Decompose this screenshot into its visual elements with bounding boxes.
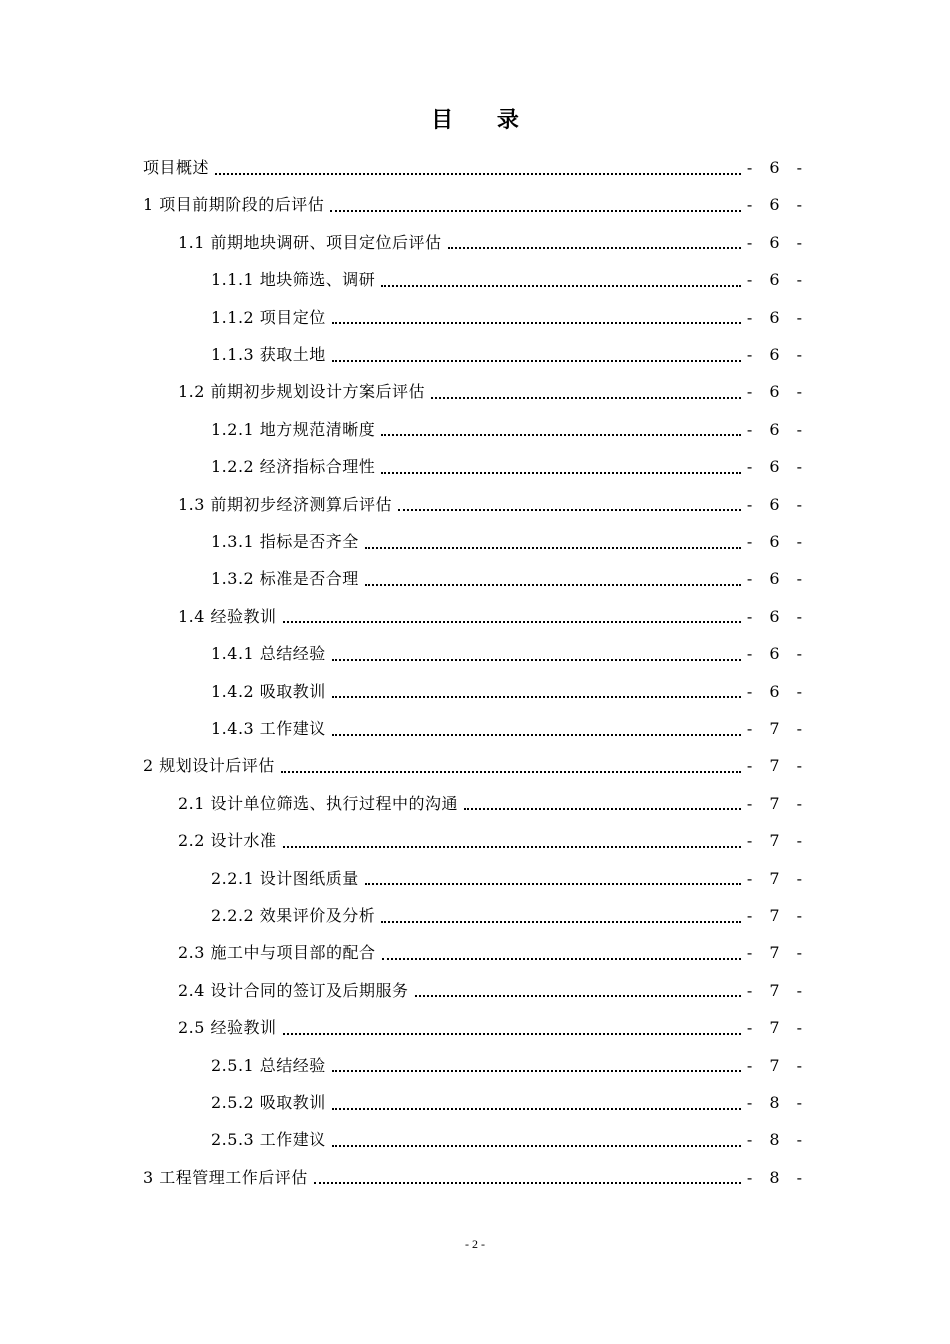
toc-dot-leader (415, 995, 741, 997)
toc-entry-text: 1.4 经验教训 (178, 606, 277, 626)
toc-entry-text: 1.1.1 地块筛选、调研 (211, 270, 376, 290)
toc-dot-leader (365, 584, 741, 586)
toc-entry-text: 1.4.3 工作建议 (211, 719, 326, 738)
toc-entry-text: 1.1.3 获取土地 (211, 345, 326, 364)
toc-entry-page: - 6 - (746, 606, 808, 626)
toc-entry-text: 2.4 设计合同的签订及后期服务 (178, 980, 409, 1000)
toc-entry[interactable] (0, 1121, 950, 1158)
toc-entry[interactable] (0, 1159, 950, 1196)
toc-entry-page: - 6 - (746, 681, 808, 701)
toc-entry[interactable] (0, 673, 950, 710)
toc-entry[interactable] (0, 261, 950, 298)
toc-dot-leader (314, 1182, 741, 1184)
toc-dot-leader (332, 1108, 741, 1110)
toc-entry-text: 项目概述 (143, 158, 210, 177)
toc-entry-page: - 7 - (746, 980, 808, 1000)
toc-entry[interactable] (0, 149, 950, 186)
toc-dot-leader (283, 846, 741, 848)
toc-dot-leader (381, 921, 741, 923)
toc-entry[interactable] (0, 448, 950, 485)
toc-entry-text: 1.3 前期初步经济测算后评估 (178, 494, 393, 514)
toc-entry-text: 1.1 前期地块调研、项目定位后评估 (178, 232, 442, 252)
toc-entry-text: 1.1.2 项目定位 (211, 307, 326, 327)
toc-dot-leader (332, 734, 741, 736)
toc-entry[interactable] (0, 710, 950, 747)
toc-entry-page: - 6 - (746, 158, 808, 177)
toc-entry-text: 2.1 设计单位筛选、执行过程中的沟通 (178, 793, 459, 813)
toc-entry-page: - 7 - (746, 1018, 808, 1038)
toc-entry-text: 2.5.1 总结经验 (211, 1055, 326, 1075)
toc-entry-text: 2.2.1 设计图纸质量 (211, 868, 359, 888)
toc-entry-text: 1.3.2 标准是否合理 (211, 569, 359, 589)
toc-entry[interactable] (0, 598, 950, 635)
toc-entry-text: 1.2.2 经济指标合理性 (211, 457, 376, 477)
toc-dot-leader (365, 547, 741, 549)
toc-entry-page: - 6 - (746, 644, 808, 664)
toc-entry-text: 2.5 经验教训 (178, 1018, 277, 1038)
toc-dot-leader (283, 1033, 741, 1035)
page-number: - 2 - (465, 1237, 485, 1251)
toc-entry-page: - 6 - (746, 382, 808, 402)
toc-entry-page: - 8 - (746, 1093, 808, 1112)
toc-entry-text: 3 工程管理工作后评估 (143, 1167, 308, 1187)
toc-entry[interactable] (0, 224, 950, 261)
toc-entry-text: 1.4.1 总结经验 (211, 644, 326, 664)
toc-entry[interactable] (0, 373, 950, 410)
toc-entry-page: - 7 - (746, 868, 808, 888)
toc-entry[interactable] (0, 747, 950, 784)
toc-dot-leader (381, 285, 741, 287)
toc-entry-text: 2.5.2 吸取教训 (211, 1093, 326, 1112)
toc-dot-leader (398, 509, 741, 511)
toc-entry[interactable] (0, 934, 950, 971)
toc-entry-text: 1.4.2 吸取教训 (211, 681, 326, 701)
toc-entry-text: 2.2 设计水准 (178, 831, 277, 851)
toc-dot-leader (283, 621, 741, 623)
toc-entry-page: - 6 - (746, 307, 808, 327)
toc-entry-page: - 6 - (746, 345, 808, 364)
toc-dot-leader (332, 322, 741, 324)
toc-dot-leader (330, 210, 741, 212)
toc-dot-leader (431, 397, 741, 399)
toc-entry-page: - 8 - (746, 1167, 808, 1187)
toc-dot-leader (464, 808, 741, 810)
toc-entry[interactable] (0, 1009, 950, 1046)
toc-entry-page: - 7 - (746, 793, 808, 813)
toc-entry[interactable] (0, 822, 950, 859)
toc-dot-leader (381, 434, 741, 436)
toc-entry-page: - 7 - (746, 756, 808, 776)
toc-dot-leader (332, 1070, 741, 1072)
toc-entry-page: - 6 - (746, 494, 808, 514)
toc-entry[interactable] (0, 1084, 950, 1121)
toc-entry-page: - 6 - (746, 532, 808, 551)
toc-entry-page: - 6 - (746, 569, 808, 589)
toc-entry[interactable] (0, 972, 950, 1009)
toc-entry-page: - 6 - (746, 457, 808, 477)
toc-entry[interactable] (0, 186, 950, 223)
toc-entry[interactable] (0, 785, 950, 822)
toc-entry-page: - 7 - (746, 943, 808, 963)
toc-entry-text: 1.2 前期初步规划设计方案后评估 (178, 382, 426, 402)
toc-entry-page: - 6 - (746, 232, 808, 252)
toc-dot-leader (215, 173, 741, 175)
toc-dot-leader (332, 659, 741, 661)
toc-entry-page: - 6 - (746, 195, 808, 215)
toc-entry[interactable] (0, 486, 950, 523)
toc-entry[interactable] (0, 635, 950, 672)
toc-entry-text: 2.5.3 工作建议 (211, 1130, 326, 1150)
toc-dot-leader (332, 696, 741, 698)
toc-dot-leader (448, 247, 741, 249)
toc-entry[interactable] (0, 560, 950, 597)
toc-entry-text: 2.3 施工中与项目部的配合 (178, 943, 376, 963)
toc-entry-page: - 6 - (746, 419, 808, 439)
toc-entry[interactable] (0, 336, 950, 373)
toc-entry-page: - 8 - (746, 1130, 808, 1150)
toc-entry[interactable] (0, 897, 950, 934)
toc-entry[interactable] (0, 299, 950, 336)
toc-entry-page: - 7 - (746, 1055, 808, 1075)
toc-dot-leader (365, 883, 741, 885)
toc-entry-page: - 7 - (746, 831, 808, 851)
toc-title: 目 录 (431, 107, 537, 133)
toc-entry[interactable] (0, 860, 950, 897)
toc-entry[interactable] (0, 523, 950, 560)
toc-entry-page: - 7 - (746, 906, 808, 925)
toc-entry-text: 1.3.1 指标是否齐全 (211, 532, 359, 551)
toc-dot-leader (381, 472, 741, 474)
toc-entry-text: 1 项目前期阶段的后评估 (143, 195, 325, 215)
toc-entry[interactable] (0, 411, 950, 448)
toc-entry-text: 1.2.1 地方规范清晰度 (211, 419, 376, 439)
toc-dot-leader (281, 771, 741, 773)
toc-entry-page: - 6 - (746, 270, 808, 290)
toc-dot-leader (332, 1145, 741, 1147)
toc-entry[interactable] (0, 1047, 950, 1084)
toc-dot-leader (382, 958, 741, 960)
toc-dot-leader (332, 360, 741, 362)
toc-entry-text: 2 规划设计后评估 (143, 756, 275, 776)
toc-entry-page: - 7 - (746, 719, 808, 738)
toc-entry-text: 2.2.2 效果评价及分析 (211, 906, 376, 925)
